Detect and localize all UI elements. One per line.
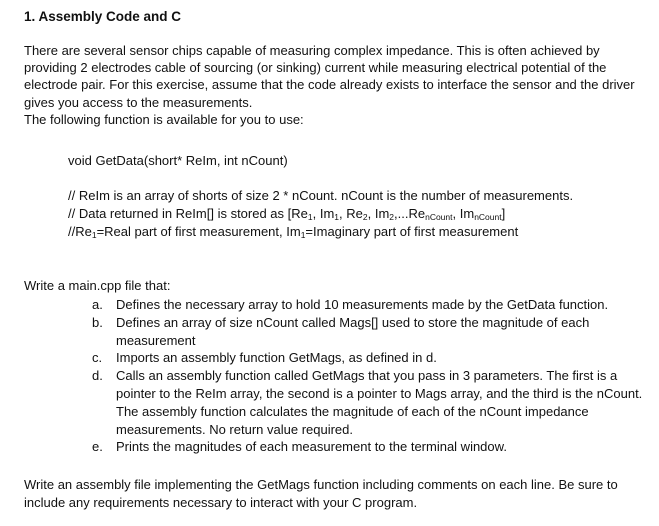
subscript: 1 — [334, 212, 340, 222]
list-marker: d. — [92, 368, 103, 384]
comment-text: =Real part of first measurement, Im — [96, 224, 301, 239]
list-item — [92, 367, 648, 438]
list-marker: b. — [92, 314, 103, 330]
subscript: 1 — [300, 230, 306, 240]
comment-text: , Im — [312, 206, 335, 221]
subscript: nCount — [425, 212, 453, 222]
subscript: 1 — [307, 212, 313, 222]
comment-text: //Re — [68, 224, 92, 239]
task-list — [92, 296, 648, 456]
list-item-text: Calls an assembly function called GetMags that you pass in 3 parameters. The first is a pointer to the ReIm array, the second is a pointer to Mags array, and the third is the nCount. The assembly function calculates the magnitude of each of the nCount impedance measurements. No return value required. — [116, 368, 643, 437]
comment-text: ] — [501, 206, 506, 221]
subscript: nCount — [474, 212, 502, 222]
list-item-text: Prints the magnitudes of each measurement to the terminal window. — [116, 439, 507, 455]
comment-text: ,...Re — [394, 206, 426, 221]
comment-line-3 — [68, 223, 573, 241]
comment-line-2 — [68, 205, 573, 223]
comment-text: , Re — [339, 206, 363, 221]
intro-paragraph: There are several sensor chips capable of measuring complex impedance. This is often achieved by providing 2 electrodes cable of sourcing (or sinking) current while measuring electrical potential of the electrode pair. For this exercise, assume that the code already exists to interface the sensor and the driver gives you access to the measurements. — [24, 43, 635, 110]
comment-text: =Imaginary part of first measurement — [305, 224, 519, 239]
list-item — [92, 438, 648, 456]
list-item-text: Defines the necessary array to hold 10 measurements made by the GetData function. — [116, 297, 609, 312]
intro-block — [24, 42, 648, 128]
task-lead: Write a main.cpp file that: — [24, 278, 171, 293]
function-signature: void GetData(short* ReIm, int nCount) — [68, 153, 288, 168]
list-item — [92, 296, 648, 314]
list-marker: a. — [92, 297, 103, 312]
list-marker: e. — [92, 439, 103, 455]
list-item — [92, 349, 648, 367]
list-marker: c. — [92, 350, 103, 366]
list-item — [92, 314, 648, 350]
comment-text: // Data returned in ReIm[] is stored as [Re — [68, 206, 308, 221]
code-comments — [68, 187, 573, 241]
intro-followup: The following function is available for you to use: — [24, 111, 304, 127]
closing-paragraph: Write an assembly file implementing the GetMags function including comments on each line. Be sure to include any requirements necessary to interact with your C program. — [24, 477, 618, 510]
subscript: 2 — [362, 212, 368, 222]
list-item-text: Defines an array of size nCount called Mags[] used to store the magnitude of each measurement — [116, 314, 590, 348]
comment-line-1: // ReIm is an array of shorts of size 2 * nCount. nCount is the number of measurements. — [68, 188, 574, 203]
comment-text: , Im — [452, 206, 475, 221]
comment-text: , Im — [367, 206, 390, 221]
subscript: 1 — [91, 230, 97, 240]
subscript: 2 — [389, 212, 395, 222]
list-item-text: Imports an assembly function GetMags, as defined in d. — [116, 350, 437, 366]
section-heading: 1. Assembly Code and C — [24, 9, 182, 24]
